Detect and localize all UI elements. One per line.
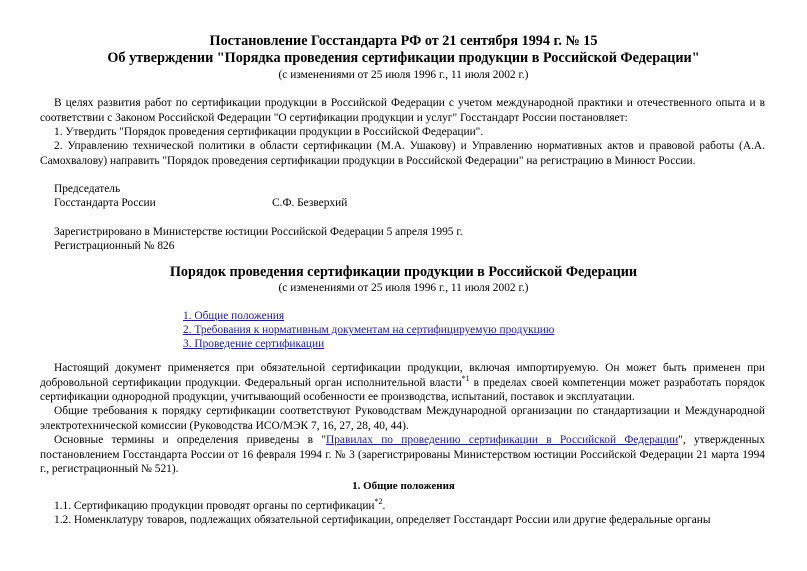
signature-role-line1: Председатель (54, 183, 121, 195)
body-paragraph-3-text-b: ", утвержденных постановлением Госстандарта России от 16 февраля 1994 г. № 3 (зарегистрированы Министерством юстиции Российской Федерации 21 марта 1994 г., регистрационный № 521). (40, 434, 765, 476)
clause-1-1-text: 1.1. Сертификацию продукции проводят органы по сертификации (54, 500, 375, 512)
body-paragraph-3 (40, 433, 765, 477)
registration-line2: Регистрационный № 826 (54, 240, 175, 252)
toc-link-general-text[interactable]: 1. Общие положения (183, 310, 285, 322)
footnote-ref-1[interactable]: *1 (461, 373, 470, 383)
toc-link-certification-text[interactable]: 3. Проведение сертификации (183, 338, 325, 350)
toc-link-certification[interactable] (183, 337, 324, 352)
order-changes-note: (с изменениями от 25 июля 1996 г., 11 июля 2002 г.) (278, 282, 529, 294)
body-paragraph-1 (40, 361, 765, 405)
order-title: Порядок проведения сертификации продукции в Российской Федерации (169, 264, 638, 280)
toc-link-requirements-text[interactable]: 2. Требования к нормативным документам на сертифицируемую продукцию (183, 324, 555, 336)
document-title: Постановление Госстандарта РФ от 21 сентября 1994 г. № 15 (209, 33, 598, 49)
toc-link-general[interactable] (183, 309, 284, 324)
body-paragraph-1-text-b: в пределах своей компетенции может разработать порядок сертификации однородной продукции, учитывающий особенности ее производства, испытаний, поставок и эксплуатации. (40, 376, 765, 404)
clause-1-1 (40, 499, 765, 514)
footnote-ref-2[interactable]: *2 (374, 497, 383, 507)
clause-1-1-end: . (382, 500, 386, 512)
resolution-item-2: 2. Управлению технической политики в области сертификации (М.А. Ушакову) и Управлению нормативных актов и правовой работы (А.А. Самохвалову) направить "Порядок проведения сертификации продукции в Российской Федерации" на регистрацию в Минюст России. (40, 140, 765, 167)
section-1-heading: 1. Общие положения (352, 480, 455, 492)
signature-role-line2: Госстандарта России (54, 197, 156, 209)
resolution-item-1: 1. Утвердить "Порядок проведения сертификации продукции в Российской Федерации". (54, 126, 484, 138)
clause-1-2: 1.2. Номенклатуру товаров, подлежащих обязательной сертификации, определяет Госстандарт России или другие федеральные органы (54, 514, 711, 526)
registration-line1: Зарегистрировано в Министерстве юстиции Российской Федерации 5 апреля 1995 г. (54, 226, 463, 238)
body-paragraph-3-text-a: Основные термины и определения приведены в " (54, 434, 326, 446)
preamble-paragraph: В целях развития работ по сертификации продукции в Российской Федерации с учетом международной практики и отечественного опыта и в соответствии с Законом Российской Федерации "О сертификации продукции и услуг" Госстандарт России постановляет: (40, 97, 765, 124)
toc-link-requirements[interactable] (183, 323, 554, 338)
body-paragraph-1-text-a: Настоящий документ применяется при обязательной сертификации продукции, включая импортируемую. Он может быть применен при добровольной сертификации продукции. Федеральный орган исполнительной власти (40, 362, 765, 389)
body-paragraph-2: Общие требования к порядку сертификации соответствуют Руководствам Международной организации по стандартизации и Международной электротехнической комиссии (Руководства ИСО/МЭК 7, 16, 27, 28, 40, 44). (40, 405, 765, 432)
rules-link[interactable]: Правилах по проведению сертификации в Российской Федерации (326, 434, 679, 446)
document-subtitle: Об утверждении "Порядка проведения сертификации продукции в Российской Федерации" (107, 50, 700, 66)
signature-name: С.Ф. Безверхий (272, 197, 348, 209)
document-changes-note: (с изменениями от 25 июля 1996 г., 11 июля 2002 г.) (278, 69, 529, 81)
